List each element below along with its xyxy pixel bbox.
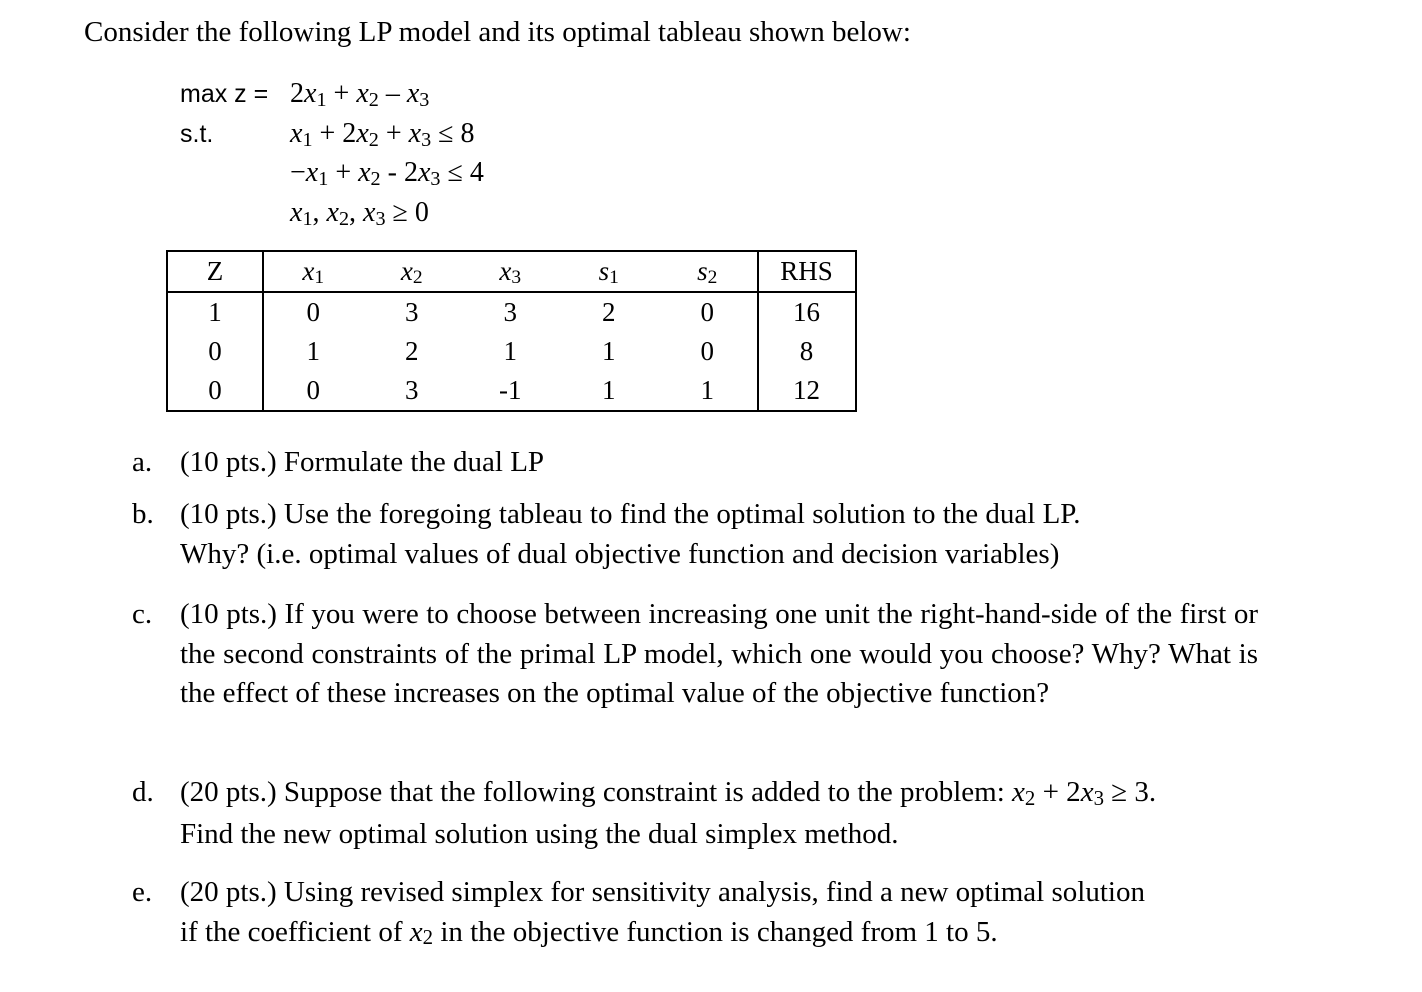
question-text: (10 pts.) Formulate the dual LP	[180, 446, 545, 478]
table-cell: 1	[700, 375, 714, 405]
table-cell: 2	[602, 297, 616, 327]
nonnegativity: x1, x2, x3 ≥ 0	[290, 197, 429, 230]
question-text: (10 pts.) If you were to choose between increasing one unit the right-hand-side of the first or the second constraints of the primal LP model, which one would you choose? Why? What is the effect of these increases on the optimal value of the objective function?	[180, 598, 1258, 709]
objective-function: 2x1 + x2 – x3	[290, 78, 430, 111]
header-s1: s1	[598, 256, 619, 289]
table-cell: 0	[167, 332, 263, 371]
intro-text: Consider the following LP model and its optimal tableau shown below:	[84, 16, 911, 48]
optimal-tableau	[166, 250, 857, 412]
table-cell: 1	[167, 292, 263, 332]
question-label: d.	[132, 776, 154, 808]
question-label: b.	[132, 498, 154, 530]
table-cell: 16	[758, 292, 856, 332]
question-label: c.	[132, 598, 153, 630]
max-label: max z =	[180, 80, 269, 108]
header-x1: x1	[302, 256, 325, 289]
table-cell: 3	[405, 375, 419, 405]
table-row	[167, 371, 856, 411]
question-text: (20 pts.) Using revised simplex for sensitivity analysis, find a new optimal solution if the coefficient of x2 in the objective function is changed from 1 to 5.	[180, 876, 1145, 950]
table-cell: 3	[405, 297, 419, 327]
constraint-1: x1 + 2x2 + x3 ≤ 8	[290, 118, 475, 151]
st-label: s.t.	[180, 120, 214, 148]
table-cell: 0	[700, 297, 714, 327]
question-text: (20 pts.) Suppose that the following constraint is added to the problem: x2 + 2x3 ≥ 3. Find the new optimal solution using the dual simplex method.	[180, 776, 1157, 850]
header-s2: s2	[697, 256, 718, 289]
table-cell: 0	[306, 375, 320, 405]
header-x3: x3	[499, 256, 522, 289]
table-cell: 1	[602, 375, 616, 405]
question-text: (10 pts.) Use the foregoing tableau to find the optimal solution to the dual LP. Why? (i.e. optimal values of dual objective function and decision variables)	[180, 498, 1081, 570]
table-cell: 0	[700, 336, 714, 366]
table-cell: 8	[758, 332, 856, 371]
table-cell: -1	[499, 375, 522, 405]
table-cell: 1	[602, 336, 616, 366]
table-cell: 1	[503, 336, 517, 366]
table-cell: 12	[758, 371, 856, 411]
constraint-2: −x1 + x2 - 2x3 ≤ 4	[290, 157, 484, 190]
question-label: e.	[132, 876, 153, 908]
tableau-header-row	[167, 251, 856, 292]
header-rhs: RHS	[758, 251, 856, 292]
table-row	[167, 332, 856, 371]
table-cell: 2	[405, 336, 419, 366]
header-x2: x2	[400, 256, 423, 289]
table-cell: 0	[167, 371, 263, 411]
table-cell: 1	[306, 336, 320, 366]
table-row	[167, 292, 856, 332]
table-cell: 0	[306, 297, 320, 327]
table-cell: 3	[503, 297, 517, 327]
question-label: a.	[132, 446, 153, 478]
header-z: Z	[167, 251, 263, 292]
